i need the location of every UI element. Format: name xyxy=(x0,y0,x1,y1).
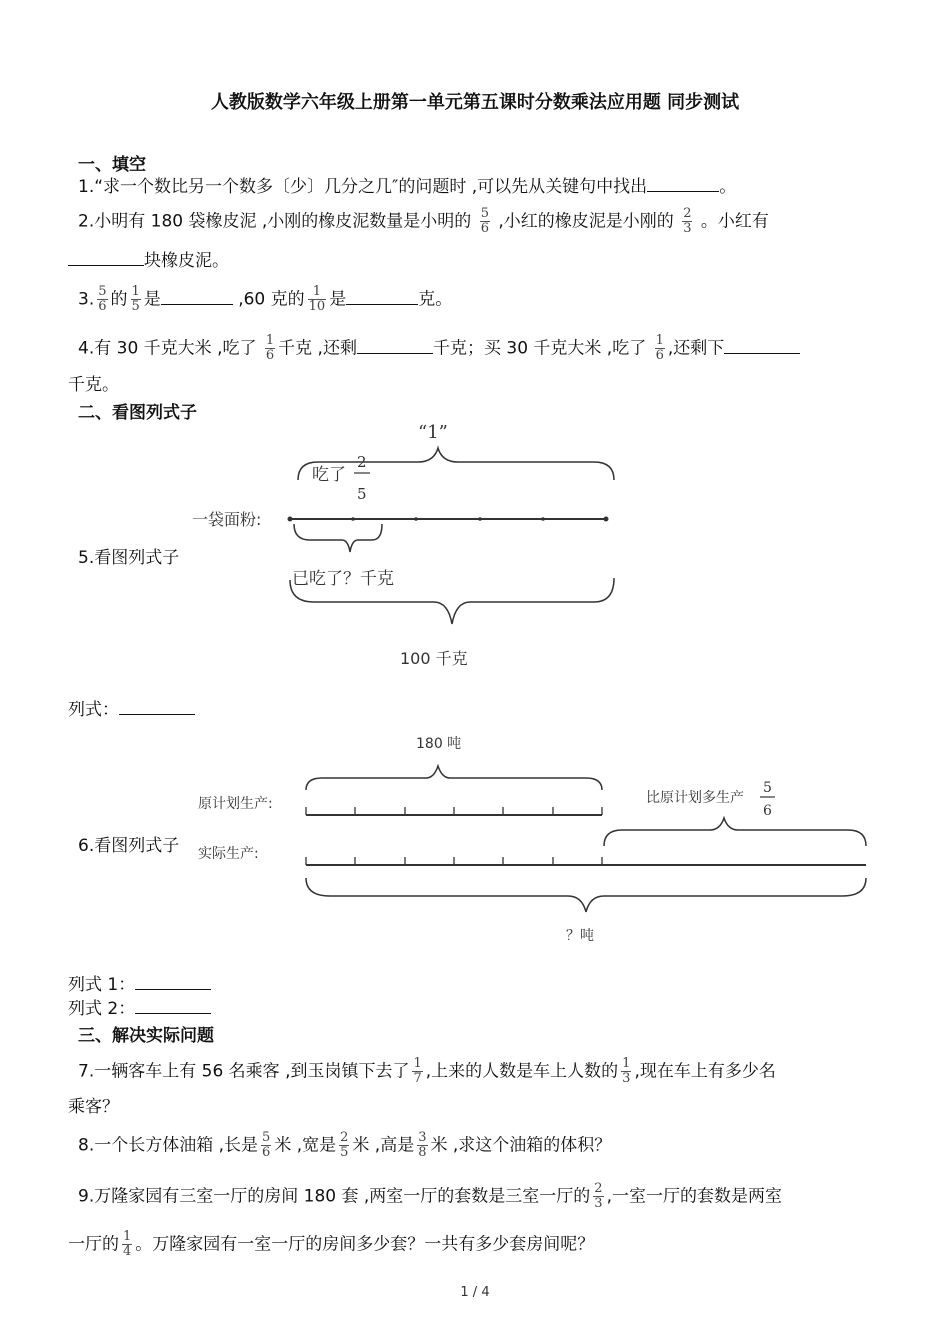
q4-f1-num: 1 xyxy=(265,333,275,348)
q9-f1-num: 2 xyxy=(594,1181,603,1196)
q7-fraction-1 xyxy=(412,1057,422,1086)
q8-fraction-2 xyxy=(339,1131,349,1160)
q8-f2-num: 2 xyxy=(340,1130,349,1145)
q4-f1-den: 6 xyxy=(265,348,275,363)
q1-text: 1.“求一个数比另一个数多〔少〕几分之几″的问题时 ,可以先从关键句中找出 xyxy=(78,177,648,197)
q9-f2-den: 4 xyxy=(123,1244,132,1259)
q3-f3-num: 1 xyxy=(312,284,322,299)
page-number: 1 / 4 xyxy=(460,1285,490,1300)
q6-fraction-den: 6 xyxy=(763,803,772,819)
q9-text-3: 一厅的 xyxy=(68,1234,119,1255)
q8-f1-num: 5 xyxy=(262,1130,271,1145)
q6-more-brace xyxy=(604,818,866,846)
q7-f1-num: 1 xyxy=(413,1056,422,1071)
q2-text-4: 块橡皮泥。 xyxy=(144,251,229,271)
q7-text-2: ,上来的人数是车上人数的 xyxy=(425,1061,619,1082)
q6-top-brace xyxy=(306,766,602,790)
q6-plan-label: 原计划生产: xyxy=(198,796,273,812)
section-heading-diagram: 二、看图列式子 xyxy=(78,403,197,423)
q8-f3-den: 8 xyxy=(418,1145,427,1160)
question-8 xyxy=(78,1131,611,1160)
q8-text-2: 米 ,宽是 xyxy=(274,1135,337,1156)
q4-text-5: 千克。 xyxy=(68,375,119,395)
q6-question-label: ？吨 xyxy=(566,928,594,944)
q6-actual-label: 实际生产: xyxy=(198,846,259,862)
q5-total-label: 100 千克 xyxy=(400,649,468,668)
q9-text-1: 9.万隆家园有三室一厅的房间 180 套 ,两室一厅的套数是三室一厅的 xyxy=(78,1186,591,1207)
q4-text-2: 千克 ,还剩 xyxy=(278,338,357,359)
q9-fraction-1 xyxy=(593,1182,603,1211)
q5-fraction-num: 2 xyxy=(357,453,367,471)
q7-text-4: 乘客？ xyxy=(68,1097,119,1117)
q7-fraction-2 xyxy=(621,1057,631,1086)
q3-text-1: 3. xyxy=(78,289,95,310)
q9-f1-den: 3 xyxy=(594,1196,603,1211)
q2-f1-den: 6 xyxy=(480,221,489,236)
q5-bag-label: 一袋面粉: xyxy=(192,510,262,529)
q3-f2-den: 5 xyxy=(131,299,140,314)
q9-f2-num: 1 xyxy=(123,1229,132,1244)
q4-text-4: ,还剩下 xyxy=(667,338,725,359)
q3-text-5: 是 xyxy=(329,289,347,310)
q4-f2-num: 1 xyxy=(655,333,664,348)
q2-f2-num: 2 xyxy=(683,206,692,221)
q7-text-1: 7.一辆客车上有 56 名乘客 ,到玉岗镇下去了 xyxy=(78,1061,410,1082)
q3-text-4: ,60 克的 xyxy=(238,289,305,310)
q8-text-1: 8.一个长方体油箱 ,长是 xyxy=(78,1135,259,1156)
q9-text-2: ,一室一厅的套数是两室 xyxy=(606,1186,782,1207)
q2-text-1: 2.小明有 180 袋橡皮泥 ,小刚的橡皮泥数量是小明的 xyxy=(78,211,472,232)
question-9 xyxy=(78,1182,782,1211)
q7-f2-den: 3 xyxy=(622,1071,631,1086)
q4-text-3: 千克；买 30 千克大米 ,吃了 xyxy=(432,338,647,359)
q6-180-label: 180 吨 xyxy=(416,736,462,752)
q3-text-6: 克。 xyxy=(418,289,453,310)
q4-f2-den: 6 xyxy=(655,348,664,363)
q5-fraction-den: 5 xyxy=(357,485,367,503)
q3-f1-den: 6 xyxy=(98,299,107,314)
q6-answer-2 xyxy=(68,996,211,1021)
q8-f3-num: 3 xyxy=(418,1130,427,1145)
q2-f2-den: 3 xyxy=(683,221,692,236)
q6-answer-2-blank[interactable] xyxy=(135,996,211,1014)
q6-answer-1-label: 列式 1： xyxy=(68,975,136,995)
page-title: 人教版数学六年级上册第一单元第五课时分数乘法应用题 同步测试 xyxy=(210,92,740,113)
q5-label: 5.看图列式子 xyxy=(78,548,180,568)
q7-f1-den: 7 xyxy=(413,1071,422,1086)
q8-text-4: 米 ,求这个油箱的体积？ xyxy=(430,1135,612,1156)
q5-eaten-label: 已吃了？千克 xyxy=(292,569,394,589)
q3-f3-den: 10 xyxy=(308,299,326,314)
question-7 xyxy=(78,1057,776,1086)
q5-answer-label: 列式： xyxy=(68,700,119,720)
q6-answer-2-label: 列式 2： xyxy=(68,999,136,1019)
q3-f2-num: 1 xyxy=(131,284,140,299)
q3-f1-num: 5 xyxy=(98,284,107,299)
q2-text-3: 。小红有 xyxy=(700,211,769,232)
q5-ate-label: 吃了 xyxy=(312,465,346,485)
q6-label: 6.看图列式子 xyxy=(78,836,180,856)
q1-end: 。 xyxy=(719,177,737,197)
q6-answer-1 xyxy=(68,972,211,997)
question-9-cont xyxy=(68,1230,594,1259)
q2-f1-num: 5 xyxy=(480,206,489,221)
q8-text-3: 米 ,高是 xyxy=(352,1135,415,1156)
question-7-cont xyxy=(68,1095,119,1119)
q7-text-3: ,现在车上有多少名 xyxy=(634,1061,776,1082)
section-heading-word-problems: 三、解决实际问题 xyxy=(78,1026,214,1046)
q8-f1-den: 6 xyxy=(262,1145,271,1160)
q8-fraction-1 xyxy=(261,1131,271,1160)
q6-bottom-brace xyxy=(306,878,866,912)
q9-text-4: 。万隆家园有一室一厅的房间多少套？一共有多少套房间呢？ xyxy=(135,1234,595,1255)
q6-answer-1-blank[interactable] xyxy=(135,972,211,990)
q6-fraction-num: 5 xyxy=(763,780,772,796)
q3-text-2: 的 xyxy=(110,289,128,310)
q8-fraction-3 xyxy=(417,1131,427,1160)
section-heading-fill-blank: 一、填空 xyxy=(78,155,146,175)
q5-unit-one-label: “1” xyxy=(418,422,448,443)
q3-text-3: 是 xyxy=(143,289,161,310)
q9-fraction-2 xyxy=(122,1230,132,1259)
q7-f2-num: 1 xyxy=(622,1056,631,1071)
q6-more-label: 比原计划多生产 xyxy=(646,790,744,806)
q8-f2-den: 5 xyxy=(340,1145,349,1160)
q4-text-1: 4.有 30 千克大米 ,吃了 xyxy=(78,338,257,359)
q2-text-2: ,小红的橡皮泥是小刚的 xyxy=(498,211,674,232)
